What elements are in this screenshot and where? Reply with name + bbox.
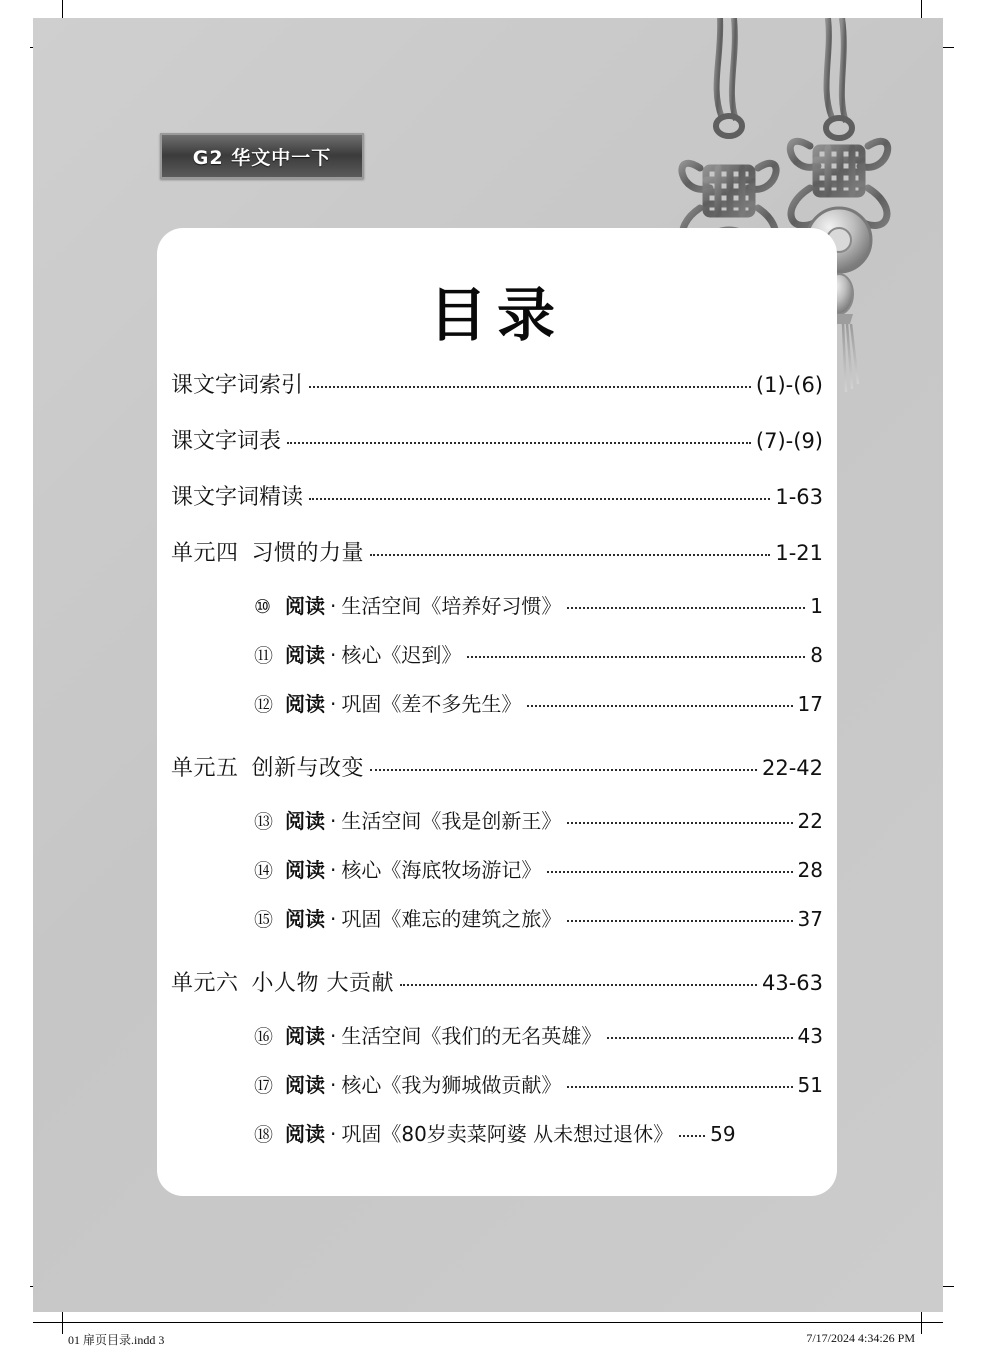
lesson-type: 核心: [341, 643, 382, 667]
lesson-separator: ·: [330, 858, 337, 882]
toc-lesson-entry[interactable]: [254, 639, 823, 668]
lesson-page: 51: [797, 1073, 823, 1097]
lesson-title: 《培养好习惯》: [421, 594, 562, 618]
toc-unit-number: 单元六: [171, 971, 239, 996]
leader-dots: [567, 919, 792, 922]
lesson-title: 《难忘的建筑之旅》: [381, 907, 562, 931]
leader-dots: [567, 821, 792, 824]
toc-unit-page: 43-63: [761, 971, 823, 995]
toc-list: [171, 368, 823, 1167]
lesson-number: ⑰: [254, 1075, 274, 1097]
leader-dots: [567, 1085, 792, 1088]
lesson-kind: 阅读: [285, 907, 325, 931]
toc-entry[interactable]: [171, 368, 823, 399]
lesson-page: 43: [797, 1024, 823, 1048]
page-title: 目录: [428, 281, 565, 349]
lesson-type: 核心: [341, 1073, 382, 1097]
lesson-title: 《我是创新王》: [421, 809, 562, 833]
toc-unit-heading[interactable]: [171, 966, 823, 997]
leader-dots: [309, 497, 770, 500]
toc-entry-page: 1-63: [775, 485, 823, 509]
lesson-kind: 阅读: [285, 594, 325, 618]
toc-entry-label: 课文字词精读: [171, 485, 304, 510]
toc-unit-page: 22-42: [761, 756, 823, 780]
lesson-kind: 阅读: [285, 809, 325, 833]
toc-entry[interactable]: [171, 480, 823, 511]
lesson-kind: 阅读: [285, 1122, 325, 1146]
toc-lesson-entry[interactable]: [254, 903, 823, 932]
lesson-page: 17: [797, 692, 823, 716]
footer-file-name: 01 扉页目录.indd 3: [68, 1333, 165, 1347]
lesson-separator: ·: [330, 1073, 337, 1097]
lesson-title: 《80岁卖菜阿婆 从未想过退休》: [381, 1122, 674, 1146]
lesson-type: 生活空间: [341, 809, 422, 833]
lesson-page: 28: [797, 858, 823, 882]
lesson-type: 巩固: [341, 907, 382, 931]
lesson-title: 《差不多先生》: [381, 692, 522, 716]
footer-timestamp: 7/17/2024 4:34:26 PM: [806, 1331, 915, 1345]
toc-lesson-entry[interactable]: [254, 1020, 823, 1049]
toc-entry-label: 课文字词索引: [171, 373, 304, 398]
lesson-separator: ·: [330, 1122, 337, 1146]
lesson-type: 生活空间: [341, 594, 422, 618]
toc-entry-label: 课文字词表: [171, 429, 282, 454]
lesson-separator: ·: [330, 1024, 337, 1048]
leader-dots: [400, 983, 757, 986]
toc-unit-name: 创新与改变: [251, 756, 365, 781]
lesson-type: 巩固: [341, 692, 382, 716]
lesson-kind: 阅读: [285, 643, 325, 667]
lesson-separator: ·: [330, 594, 337, 618]
lesson-title: 《我为狮城做贡献》: [381, 1073, 562, 1097]
leader-dots: [527, 704, 792, 707]
lesson-page: 1: [810, 594, 823, 618]
lesson-title: 《我们的无名英雄》: [421, 1024, 602, 1048]
lesson-title: 《迟到》: [381, 643, 462, 667]
leader-dots: [467, 655, 805, 658]
lesson-number: ⑯: [254, 1026, 274, 1048]
toc-lesson-entry[interactable]: [254, 1069, 823, 1098]
leader-dots: [370, 768, 757, 771]
toc-lesson-entry[interactable]: [254, 688, 823, 717]
leader-dots: [287, 441, 751, 444]
toc-unit-number: 单元四: [171, 541, 239, 566]
lesson-kind: 阅读: [285, 858, 325, 882]
page-footer: [33, 1322, 943, 1353]
lesson-number: ⑩: [254, 596, 272, 618]
book-title-label: G2 华文中一下: [192, 146, 332, 169]
lesson-separator: ·: [330, 692, 337, 716]
lesson-number: ⑫: [254, 694, 274, 716]
lesson-page: 59: [710, 1122, 736, 1146]
lesson-page: 22: [797, 809, 823, 833]
toc-card: [157, 228, 837, 1196]
lesson-type: 生活空间: [341, 1024, 422, 1048]
toc-lesson-entry[interactable]: [254, 805, 823, 834]
lesson-number: ⑪: [254, 645, 274, 667]
lesson-separator: ·: [330, 907, 337, 931]
lesson-type: 巩固: [341, 1122, 382, 1146]
leader-dots: [567, 606, 805, 609]
toc-unit-name: 小人物 大贡献: [251, 971, 395, 996]
toc-unit-heading[interactable]: [171, 751, 823, 782]
leader-dots: [547, 870, 792, 873]
toc-lesson-entry[interactable]: [254, 1118, 823, 1147]
lesson-title: 《海底牧场游记》: [381, 858, 542, 882]
lesson-number: ⑱: [254, 1124, 274, 1146]
book-title-banner: [160, 133, 364, 179]
toc-unit-name: 习惯的力量: [251, 541, 365, 566]
lesson-number: ⑮: [254, 909, 274, 931]
lesson-kind: 阅读: [285, 1073, 325, 1097]
leader-dots: [607, 1036, 792, 1039]
toc-unit-heading[interactable]: [171, 536, 823, 567]
lesson-kind: 阅读: [285, 1024, 325, 1048]
toc-entry[interactable]: [171, 424, 823, 455]
leader-dots: [679, 1134, 705, 1137]
toc-unit-number: 单元五: [171, 756, 239, 781]
toc-entry-page: (7)-(9): [755, 429, 823, 453]
leader-dots: [309, 385, 751, 388]
lesson-kind: 阅读: [285, 692, 325, 716]
lesson-separator: ·: [330, 643, 337, 667]
toc-lesson-entry[interactable]: [254, 590, 823, 619]
toc-entry-page: (1)-(6): [755, 373, 823, 397]
lesson-page: 37: [797, 907, 823, 931]
leader-dots: [370, 553, 770, 556]
toc-lesson-entry[interactable]: [254, 854, 823, 883]
lesson-number: ⑬: [254, 811, 274, 833]
lesson-number: ⑭: [254, 860, 274, 882]
toc-unit-page: 1-21: [775, 541, 823, 565]
lesson-type: 核心: [341, 858, 382, 882]
lesson-separator: ·: [330, 809, 337, 833]
lesson-page: 8: [810, 643, 823, 667]
